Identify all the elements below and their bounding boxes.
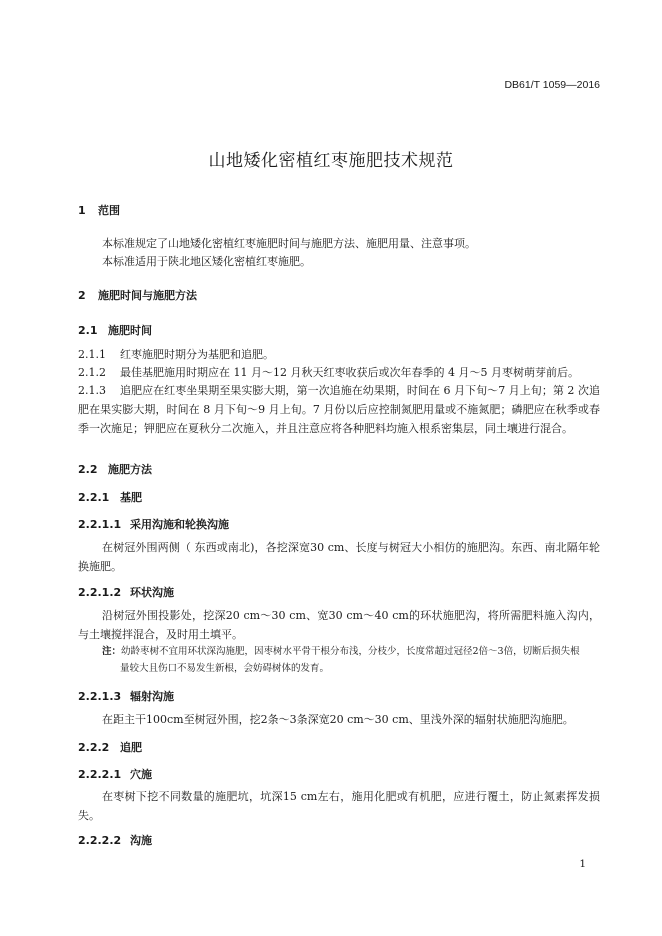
section-title: 施肥时间与施肥方法 bbox=[98, 289, 197, 302]
section-2-2-2-2-heading bbox=[78, 832, 152, 848]
section-title: 环状沟施 bbox=[130, 586, 174, 599]
section-title: 追肥 bbox=[120, 741, 142, 754]
section-title: 采用沟施和轮换沟施 bbox=[130, 518, 229, 531]
scope-paragraph-2: 本标准适用于陕北地区矮化密植红枣施肥。 bbox=[102, 255, 311, 268]
section-number: 2.2.1.1 bbox=[78, 518, 122, 531]
section-title: 范围 bbox=[98, 204, 120, 217]
section-title: 沟施 bbox=[130, 834, 152, 847]
section-number: 1 bbox=[78, 204, 86, 217]
section-2-2-1-3-heading bbox=[78, 688, 174, 704]
clause-text: 最佳基肥施用时期应在 11 月～12 月秋天红枣收获后或次年春季的 4 月～5 月枣树萌芽前后。 bbox=[120, 366, 579, 379]
section-number: 2.2 bbox=[78, 463, 98, 476]
section-title: 施肥时间 bbox=[108, 324, 152, 337]
section-2-2-1-2-heading bbox=[78, 584, 174, 600]
section-number: 2 bbox=[78, 289, 86, 302]
ring-trench-paragraph: 沿树冠外围投影处，挖深20 cm～30 cm、宽30 cm～40 cm的环状施肥沟，将所需肥料施入沟内，与土壤搅拌混合，及时用土填平。 bbox=[78, 609, 600, 641]
scope-paragraph-1: 本标准规定了山地矮化密植红枣施肥时间与施肥方法、施肥用量、注意事项。 bbox=[102, 237, 476, 250]
clause-text: 追肥应在红枣坐果期至果实膨大期，第一次追施在幼果期，时间在 6 月下旬～7 月上旬；第 2 次追肥在果实膨大期，时间在 8 月下旬～9 月上旬。7 月份以后应控制氮肥用量或不施氮肥；磷肥应在秋季或春季一次施足；钾肥应在夏秋分二次施入，并且注意应将各种肥料均施入根系密集层，同土壤进行混合。 bbox=[78, 384, 600, 435]
radial-trench-paragraph: 在距主干100cm至树冠外围，挖2条～3条深宽20 cm～30 cm、里浅外深的辐射状施肥沟施肥。 bbox=[102, 713, 574, 726]
clause-number: 2.1.3 bbox=[78, 384, 106, 397]
section-2-2-1-1-heading bbox=[78, 516, 229, 532]
section-2-2-heading bbox=[78, 461, 152, 477]
note-text: 幼龄枣树不宜用环状深沟施肥，因枣树水平骨干根分布浅，分枝少，长度常超过冠径2倍～3倍，切断后损失根 bbox=[121, 646, 580, 657]
clause-2-1-1 bbox=[78, 345, 600, 364]
note-line: 量较大且伤口不易发生新根，会妨碍树体的发育。 bbox=[120, 663, 330, 674]
page-title: 山地矮化密植红枣施肥技术规范 bbox=[208, 151, 454, 171]
section-title: 辐射沟施 bbox=[130, 690, 174, 703]
section-number: 2.1 bbox=[78, 324, 98, 337]
clause-2-1-2 bbox=[78, 363, 600, 382]
section-number: 2.2.2.1 bbox=[78, 768, 122, 781]
section-title: 施肥方法 bbox=[108, 463, 152, 476]
section-number: 2.2.1 bbox=[78, 491, 110, 504]
section-number: 2.2.2 bbox=[78, 741, 110, 754]
section-2-2-1-heading bbox=[78, 489, 142, 505]
hole-fertilizing-paragraph: 在枣树下挖不同数量的施肥坑，坑深15 cm左右，施用化肥或有机肥，应进行覆土，防止氮素挥发损失。 bbox=[78, 790, 600, 822]
section-number: 2.2.1.2 bbox=[78, 586, 122, 599]
clause-2-1-3 bbox=[78, 381, 600, 438]
clause-number: 2.1.1 bbox=[78, 348, 106, 361]
section-number: 2.2.2.2 bbox=[78, 834, 122, 847]
trench-paragraph: 在树冠外围两侧（ 东西或南北)，各挖深宽30 cm、长度与树冠大小相仿的施肥沟。东西、南北隔年轮换施肥。 bbox=[78, 541, 600, 573]
section-title: 穴施 bbox=[130, 768, 152, 781]
section-title: 基肥 bbox=[120, 491, 142, 504]
standard-code: DB61/T 1059—2016 bbox=[504, 79, 600, 91]
section-2-1-heading bbox=[78, 322, 152, 338]
section-2-heading bbox=[78, 287, 197, 303]
section-2-2-2-1-heading bbox=[78, 766, 152, 782]
note-label: 注： bbox=[102, 646, 122, 657]
clause-number: 2.1.2 bbox=[78, 366, 106, 379]
note-block bbox=[102, 643, 600, 677]
section-number: 2.2.1.3 bbox=[78, 690, 122, 703]
page-number: 1 bbox=[579, 858, 586, 870]
section-2-2-2-heading bbox=[78, 739, 142, 755]
note-line bbox=[102, 643, 600, 660]
clause-text: 红枣施肥时期分为基肥和追肥。 bbox=[120, 348, 274, 361]
section-1-heading bbox=[78, 202, 120, 218]
